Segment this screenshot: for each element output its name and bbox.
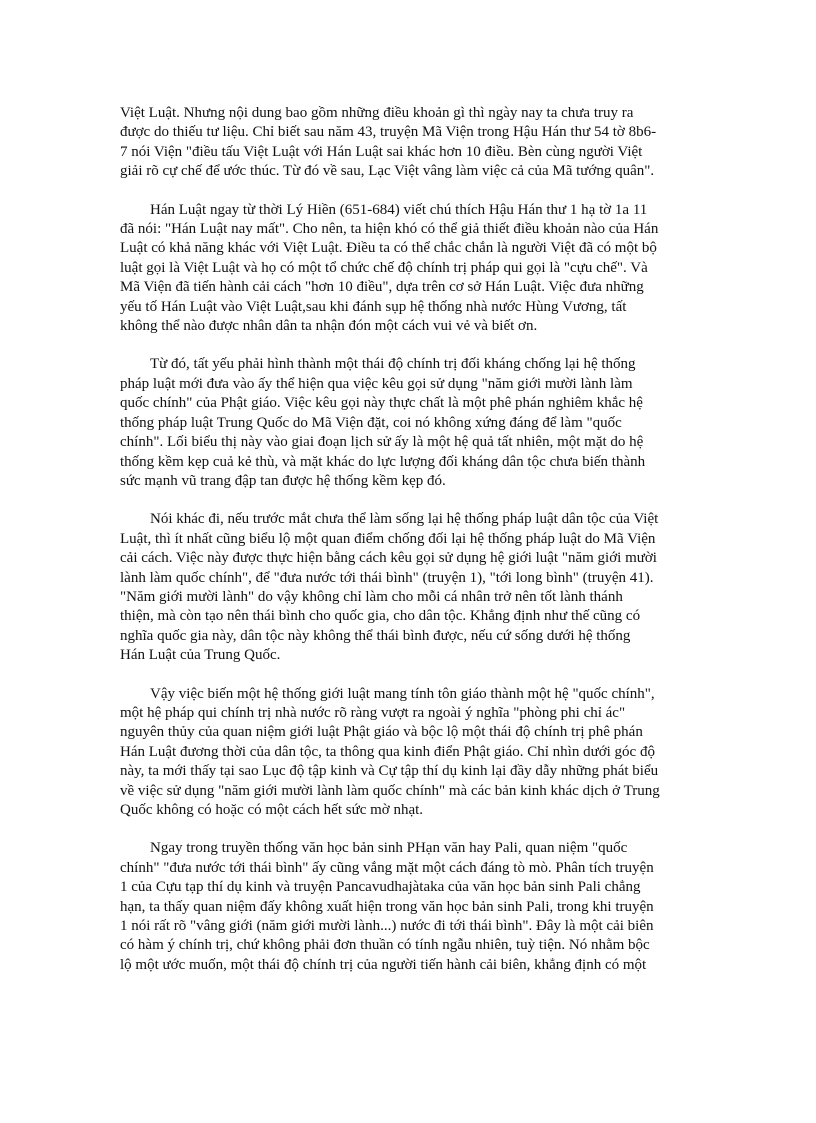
text-line bbox=[120, 433, 696, 452]
text-line bbox=[120, 278, 696, 297]
line-text: sức mạnh vũ trang đập tan được hệ thống kềm kẹp đó. bbox=[120, 472, 446, 489]
text-line bbox=[120, 162, 696, 181]
line-text: Luật, thì ít nhất cũng biểu lộ một quan điểm chống đối lại hệ thống pháp luật do Mã Viện bbox=[120, 530, 656, 547]
line-text: chính". Lối biểu thị này vào giai đoạn lịch sử ấy là một hệ quả tất nhiên, một mặt do hệ bbox=[120, 434, 644, 451]
text-line bbox=[120, 220, 696, 239]
text-line bbox=[120, 762, 696, 781]
text-line bbox=[120, 317, 696, 336]
text-line bbox=[120, 743, 696, 762]
line-text: Hán Luật của Trung Quốc. bbox=[120, 647, 281, 664]
text-line bbox=[120, 607, 696, 626]
line-text: một hệ pháp qui chính trị nhà nước rõ ràng vượt ra ngoài ý nghĩa "phòng phi chỉ ác" bbox=[120, 704, 626, 721]
text-line bbox=[120, 394, 696, 413]
text-line bbox=[120, 123, 696, 142]
line-text: Hán Luật đương thời của dân tộc, ta thông qua kinh điển Phật giáo. Chỉ nhìn dưới góc độ bbox=[120, 743, 655, 760]
text-line bbox=[120, 646, 696, 665]
line-text: "Năm giới mười lành" do vậy không chỉ làm cho mỗi cá nhân trở nên tốt lành thánh bbox=[120, 588, 623, 605]
document-body bbox=[120, 104, 696, 975]
text-line bbox=[120, 839, 696, 858]
text-line bbox=[120, 510, 696, 529]
text-line bbox=[120, 723, 696, 742]
line-text: nghĩa quốc gia này, dân tộc này không thể thái bình được, nếu cứ sống dưới hệ thống bbox=[120, 627, 631, 644]
line-text: Mã Viện đã tiến hành cải cách "hơn 10 điều", dựa trên cơ sở Hán Luật. Việc đưa những bbox=[120, 279, 644, 296]
line-text: lộ một ước muốn, một thái độ chính trị của người tiến hành cải biên, khẳng định có một bbox=[120, 956, 647, 973]
line-text: lành làm quốc chính", để "đưa nước tới thái bình" (truyện 1), "tới long bình" (truyện 41). bbox=[120, 569, 654, 586]
text-line bbox=[120, 530, 696, 549]
text-line bbox=[120, 627, 696, 646]
paragraph bbox=[120, 355, 696, 491]
line-text: hạn, ta thấy quan niệm đấy không xuất hiện trong văn học bản sinh Pali, trong khi truyện bbox=[120, 898, 654, 915]
text-line bbox=[120, 956, 696, 975]
text-line bbox=[120, 704, 696, 723]
line-text: đã nói: "Hán Luật nay mất". Cho nên, ta hiện khó có thể giả thiết điều khoản nào của Hán bbox=[120, 221, 659, 238]
line-text: về việc sử dụng "năm giới mười lành làm quốc chính" mà các bản kinh khác dịch ở Trung bbox=[120, 782, 660, 799]
line-text: 1 nói rất rõ "vâng giới (năm giới mười lành...) nước đi tới thái bình". Đây là một cải biên bbox=[120, 918, 654, 935]
line-text: không thể nào được nhân dân ta nhận đón một cách vui vẻ và biết ơn. bbox=[120, 318, 538, 335]
text-line bbox=[120, 453, 696, 472]
line-text: 1 của Cựu tạp thí dụ kinh và truyện Pancavudhajàtaka của văn học bản sinh Pali chẳng bbox=[120, 879, 641, 896]
paragraph bbox=[120, 685, 696, 821]
text-line bbox=[120, 375, 696, 394]
line-text: Nói khác đi, nếu trước mắt chưa thể làm sống lại hệ thống pháp luật dân tộc của Việt bbox=[150, 511, 659, 528]
line-text: Luật có khả năng khác với Việt Luật. Điều ta có thể chắc chắn là người Việt đã có một bộ bbox=[120, 240, 657, 257]
text-line bbox=[120, 782, 696, 801]
text-line bbox=[120, 917, 696, 936]
line-text: giải rõ cự chế để ước thúc. Từ đó về sau, Lạc Việt vâng làm việc cả của Mã tướng quân". bbox=[120, 163, 655, 180]
line-text: 7 nói Viện "điều tấu Việt Luật với Hán Luật sai khác hơn 10 điều. Bèn cùng người Việt bbox=[120, 143, 643, 160]
line-text: Vậy việc biến một hệ thống giới luật mang tính tôn giáo thành một hệ "quốc chính", bbox=[150, 685, 655, 702]
text-line bbox=[120, 143, 696, 162]
text-line bbox=[120, 355, 696, 374]
line-text: Việt Luật. Nhưng nội dung bao gồm những điều khoản gì thì ngày nay ta chưa truy ra bbox=[120, 105, 634, 121]
line-text: luật gọi là Việt Luật và họ có một tổ chức chế độ chính trị pháp qui gọi là "cựu chế". Và bbox=[120, 259, 648, 276]
text-line bbox=[120, 414, 696, 433]
text-line bbox=[120, 472, 696, 491]
line-text: chính" "đưa nước tới thái bình" ấy cũng vắng mặt một cách đáng tò mò. Phân tích truyện bbox=[120, 859, 654, 876]
line-text: được do thiếu tư liệu. Chỉ biết sau năm 43, truyện Mã Viện trong Hậu Hán thư 54 tờ 8b6- bbox=[120, 124, 657, 141]
line-text: này, ta mới thấy tại sao Lục độ tập kinh và Cự tập thí dụ kinh lại đầy dẫy những phát biểu bbox=[120, 763, 659, 780]
line-text: cải cách. Việc này được thực hiện bằng cách kêu gọi sử dụng hệ giới luật "năm giới mười bbox=[120, 550, 657, 567]
line-text: Ngay trong truyền thống văn học bản sinh PHạn văn hay Pali, quan niệm "quốc bbox=[150, 840, 628, 857]
line-text: có hàm ý chính trị, chứ không phải đơn thuần có tính ngẫu nhiên, tuỳ tiện. Nó nhằm bộc bbox=[120, 937, 650, 954]
document-page bbox=[120, 104, 696, 994]
line-text: Hán Luật ngay từ thời Lý Hiền (651-684) viết chú thích Hậu Hán thư 1 hạ tờ 1a 11 bbox=[150, 201, 648, 218]
text-line bbox=[120, 878, 696, 897]
line-text: yếu tố Hán Luật vào Việt Luật,sau khi đánh sụp hệ thống nhà nước Hùng Vương, tất bbox=[120, 298, 627, 315]
text-line bbox=[120, 549, 696, 568]
text-line bbox=[120, 685, 696, 704]
line-text: nguyên thủy của quan niệm giới luật Phật giáo và bộc lộ một thái độ chính trị phê phán bbox=[120, 724, 643, 741]
paragraph bbox=[120, 201, 696, 337]
line-text: Quốc không có hoặc có một cách hết sức mờ nhạt. bbox=[120, 802, 424, 818]
line-text: Từ đó, tất yếu phải hình thành một thái độ chính trị đối kháng chống lại hệ thống bbox=[150, 356, 636, 373]
text-line bbox=[120, 898, 696, 917]
text-line bbox=[120, 801, 696, 820]
text-line bbox=[120, 298, 696, 317]
text-line bbox=[120, 936, 696, 955]
text-line bbox=[120, 859, 696, 878]
line-text: quốc chính" của Phật giáo. Việc kêu gọi này thực chất là một phê phán nghiêm khắc hệ bbox=[120, 395, 643, 412]
line-text: thống pháp luật Trung Quốc do Mã Viện đặt, coi nó không xứng đáng để làm "quốc bbox=[120, 414, 622, 431]
paragraph bbox=[120, 104, 696, 182]
text-line bbox=[120, 569, 696, 588]
text-line bbox=[120, 104, 696, 123]
text-line bbox=[120, 259, 696, 278]
paragraph bbox=[120, 839, 696, 975]
line-text: thiện, mà còn tạo nên thái bình cho quốc gia, cho dân tộc. Khẳng định như thế cũng có bbox=[120, 608, 641, 625]
line-text: thống kềm kẹp cuả kẻ thù, và mặt khác do lực lượng đối kháng dân tộc chưa biến thành bbox=[120, 453, 646, 470]
paragraph bbox=[120, 510, 696, 665]
line-text: pháp luật mới đưa vào ấy thể hiện qua việc kêu gọi sử dụng "năm giới mười lành làm bbox=[120, 375, 633, 392]
text-line bbox=[120, 588, 696, 607]
text-line bbox=[120, 239, 696, 258]
text-line bbox=[120, 201, 696, 220]
